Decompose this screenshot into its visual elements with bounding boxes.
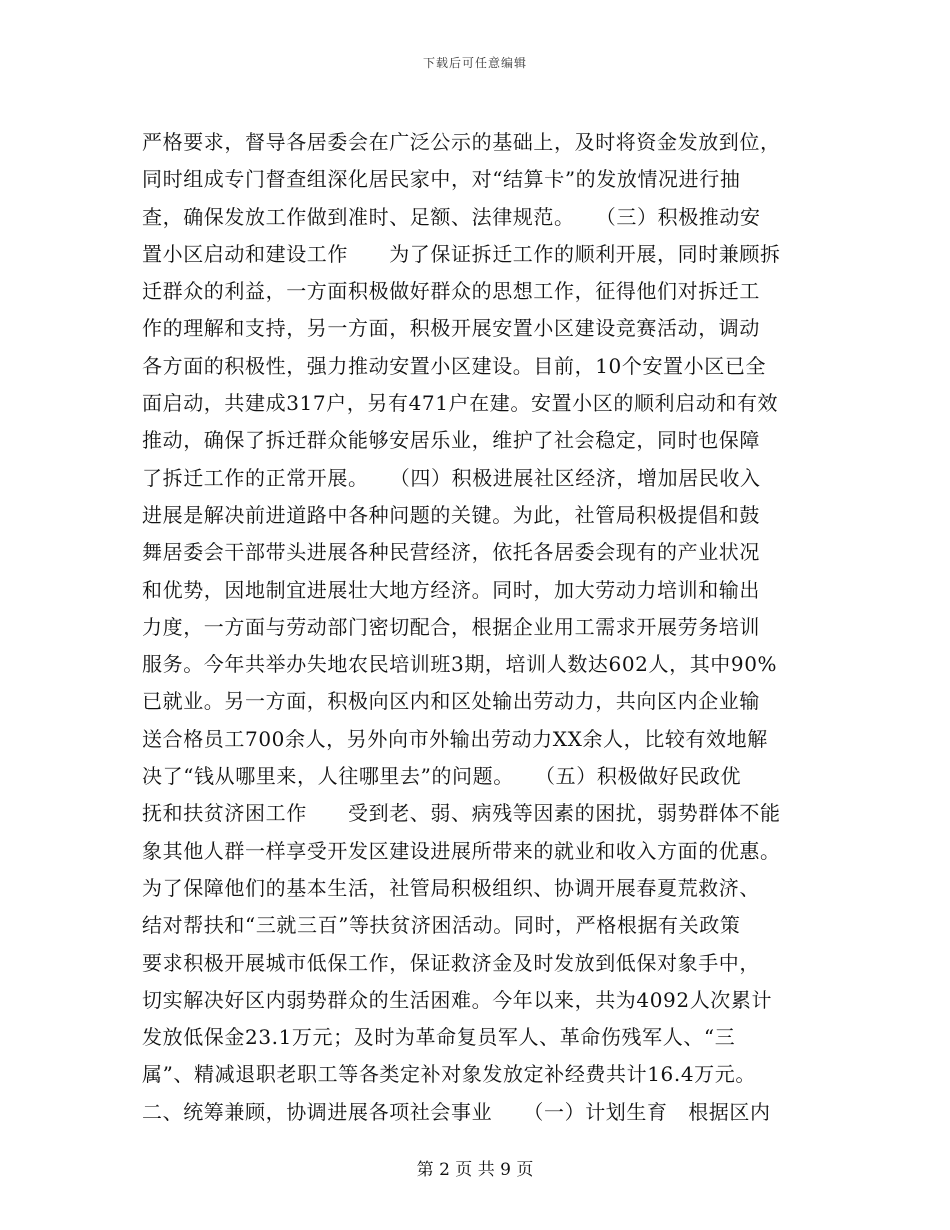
page-number-label: 第 2 页 共 9 页 (416, 1160, 534, 1180)
text-line: 切实解决好区内弱势群众的生活困难。今年以来，共为4092人次累计 (142, 987, 773, 1012)
text-line: 要求积极开展城市低保工作，保证救济金及时发放到低保对象手中， (142, 950, 760, 975)
text-line: 面启动，共建成317户，另有471户在建。安置小区的顺利启动和有效 (142, 391, 779, 416)
text-line: 了拆迁工作的正常开展。 （四）积极进展社区经济，增加居民收入 (142, 465, 761, 490)
text-line: 推动，确保了拆迁群众能够安居乐业，维护了社会稳定，同时也保障 (142, 428, 760, 453)
text-line: 发放低保金23.1万元；及时为革命复员军人、革命伤残军人、“三 (142, 1025, 736, 1050)
text-line: 迁群众的利益，一方面积极做好群众的思想工作，征得他们对拆迁工 (142, 279, 760, 304)
text-line: 送合格员工700余人，另外向市外输出劳动力XX余人，比较有效地解 (142, 726, 768, 751)
text-line: 服务。今年共举办失地农民培训班3期，培训人数达602人，其中90% (142, 652, 778, 677)
text-line: 已就业。另一方面，积极向区内和区处输出劳动力，共向区内企业输 (142, 689, 760, 714)
text-line: 同时组成专门督查组深化居民家中，对“结算卡”的发放情况进行抽 (142, 167, 741, 192)
header-note: 下载后可任意编辑 (422, 56, 527, 70)
text-line: 为了保障他们的基本生活，社管局积极组织、协调开展春夏荒救济、 (142, 875, 760, 900)
body-text (142, 124, 814, 1131)
text-line: 各方面的积极性，强力推动安置小区建设。目前，10个安置小区已全 (142, 353, 767, 378)
text-line: 二、统筹兼顾，协调进展各项社会事业 （一）计划生育 根据区内 (142, 1099, 771, 1124)
text-line: 和优势，因地制宜进展壮大地方经济。同时，加大劳动力培训和输出 (142, 577, 760, 602)
text-line: 置小区启动和建设工作 为了保证拆迁工作的顺利开展，同时兼顾拆 (142, 241, 781, 266)
page-footer (0, 1155, 950, 1180)
text-line: 抚和扶贫济困工作 受到老、弱、病残等因素的困扰，弱势群体不能 (142, 801, 781, 826)
text-line: 进展是解决前进道路中各种问题的关键。为此，社管局积极提倡和鼓 (142, 502, 760, 527)
text-line: 象其他人群一样享受开发区建设进展所带来的就业和收入方面的优惠。 (142, 838, 781, 863)
text-line: 属”、精减退职老职工等各类定补对象发放定补经费共计16.4万元。 (142, 1062, 756, 1087)
text-line: 查，确保发放工作做到准时、足额、法律规范。 （三）积极推动安 (142, 204, 761, 229)
text-line: 决了“钱从哪里来，人往哪里去”的问题。 （五）积极做好民政优 (142, 764, 742, 789)
text-line: 作的理解和支持，另一方面，积极开展安置小区建设竞赛活动，调动 (142, 316, 760, 341)
text-line: 力度，一方面与劳动部门密切配合，根据企业用工需求开展劳务培训 (142, 614, 760, 639)
text-line: 结对帮扶和“三就三百”等扶贫济困活动。同时，严格根据有关政策 (142, 913, 741, 938)
text-line: 舞居委会干部带头进展各种民营经济，依托各居委会现有的产业状况 (142, 540, 760, 565)
text-line: 严格要求，督导各居委会在广泛公示的基础上，及时将资金发放到位， (142, 130, 781, 154)
